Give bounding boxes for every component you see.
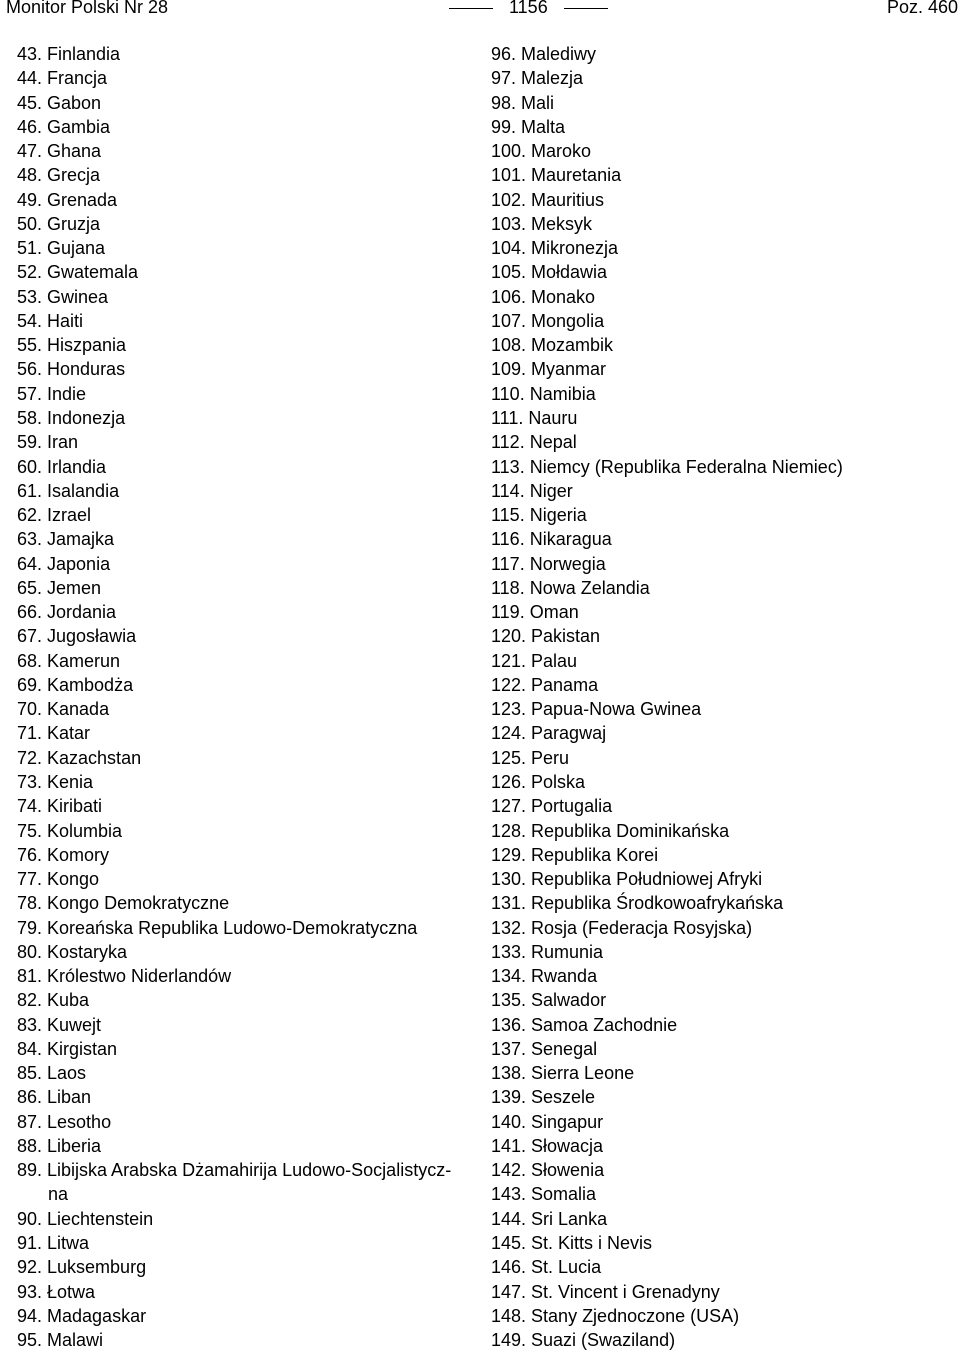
list-item: 146. St. Lucia xyxy=(491,1257,602,1278)
list-item: 141. Słowacja xyxy=(491,1135,604,1156)
list-item: 45. Gabon xyxy=(17,92,102,113)
list-item: 105. Mołdawia xyxy=(491,262,608,283)
list-item: 147. St. Vincent i Grenadyny xyxy=(491,1281,720,1302)
list-item: 124. Paragwaj xyxy=(491,723,607,744)
list-item: 107. Mongolia xyxy=(491,310,605,331)
list-item: 72. Kazachstan xyxy=(17,747,142,768)
list-item: 137. Senegal xyxy=(491,1038,598,1059)
list-item: 129. Republika Korei xyxy=(491,844,659,865)
list-item: 81. Królestwo Niderlandów xyxy=(17,966,232,987)
list-item: 47. Ghana xyxy=(17,141,102,162)
list-item: 91. Litwa xyxy=(17,1233,90,1254)
list-item: 74. Kiribati xyxy=(17,796,103,817)
list-item: 125. Peru xyxy=(491,747,570,768)
list-item: 99. Malta xyxy=(491,116,566,137)
country-list-left xyxy=(17,42,472,1352)
list-item: 112. Nepal xyxy=(491,432,577,453)
list-item: 114. Niger xyxy=(491,480,573,501)
list-item: 108. Mozambik xyxy=(491,335,614,356)
list-item: 69. Kambodża xyxy=(17,674,134,695)
list-item: 95. Malawi xyxy=(17,1330,104,1351)
country-list-right xyxy=(491,42,951,1352)
list-item: 104. Mikronezja xyxy=(491,238,619,259)
list-item: 75. Kolumbia xyxy=(17,820,123,841)
list-item: 48. Grecja xyxy=(17,165,101,186)
list-item: 73. Kenia xyxy=(17,771,94,792)
dash-right xyxy=(564,8,608,9)
list-item: 67. Jugosławia xyxy=(17,626,137,647)
list-item: 54. Haiti xyxy=(17,310,84,331)
list-item: 70. Kanada xyxy=(17,699,110,720)
list-item: 97. Malezja xyxy=(491,68,584,89)
list-item: 49. Grenada xyxy=(17,189,118,210)
list-item: 138. Sierra Leone xyxy=(491,1063,635,1084)
list-item: 119. Oman xyxy=(491,602,579,623)
list-item: 61. Isalandia xyxy=(17,480,120,501)
list-item: 128. Republika Dominikańska xyxy=(491,820,730,841)
list-item: 140. Singapur xyxy=(491,1111,604,1132)
list-item: 111. Nauru xyxy=(491,407,578,428)
list-item: 56. Honduras xyxy=(17,359,126,380)
list-item: 55. Hiszpania xyxy=(17,335,127,356)
list-item: 57. Indie xyxy=(17,383,87,404)
list-item: 43. Finlandia xyxy=(17,44,121,64)
list-item: 62. Izrael xyxy=(17,505,92,526)
list-item: 144. Sri Lanka xyxy=(491,1208,608,1229)
list-item: 88. Liberia xyxy=(17,1135,102,1156)
list-item: 51. Gujana xyxy=(17,238,106,259)
list-item: 149. Suazi (Swaziland) xyxy=(491,1330,676,1351)
list-item: 52. Gwatemala xyxy=(17,262,139,283)
list-item: 132. Rosja (Federacja Rosyjska) xyxy=(491,917,753,938)
list-item: 46. Gambia xyxy=(17,116,111,137)
list-item: 134. Rwanda xyxy=(491,966,598,987)
list-item: 86. Liban xyxy=(17,1087,92,1108)
list-item: 121. Palau xyxy=(491,650,578,671)
list-item: 103. Meksyk xyxy=(491,213,593,234)
list-item: 90. Liechtenstein xyxy=(17,1208,154,1229)
list-item: 102. Mauritius xyxy=(491,189,605,210)
dash-left xyxy=(449,8,493,9)
list-item: 106. Monako xyxy=(491,286,596,307)
list-item: 53. Gwinea xyxy=(17,286,109,307)
page-header xyxy=(0,0,960,22)
list-item: 135. Salwador xyxy=(491,990,607,1011)
list-item: 65. Jemen xyxy=(17,577,102,598)
list-item: 110. Namibia xyxy=(491,383,596,404)
list-item: 66. Jordania xyxy=(17,602,117,623)
list-item: 116. Nikaragua xyxy=(491,529,612,550)
list-item: 145. St. Kitts i Nevis xyxy=(491,1233,653,1254)
list-item: 113. Niemcy (Republika Federalna Niemiec) xyxy=(491,456,843,477)
list-item: 94. Madagaskar xyxy=(17,1305,147,1326)
list-item: 68. Kamerun xyxy=(17,650,121,671)
position-number: Poz. 460 xyxy=(886,0,958,17)
list-item: 131. Republika Środkowoafrykańska xyxy=(491,893,784,914)
list-item: 83. Kuwejt xyxy=(17,1014,102,1035)
list-item: 76. Komory xyxy=(17,844,110,865)
list-item: 77. Kongo xyxy=(17,869,100,890)
list-item: 109. Myanmar xyxy=(491,359,607,380)
publication-title: Monitor Polski Nr 28 xyxy=(6,0,169,17)
list-item: 89. Libijska Arabska Dżamahirija Ludowo-Socjalistycz- xyxy=(17,1160,452,1181)
list-item: 63. Jamajka xyxy=(17,529,115,550)
list-item: 139. Seszele xyxy=(491,1087,596,1108)
list-item: 71. Katar xyxy=(17,723,91,744)
list-item: 143. Somalia xyxy=(491,1184,597,1205)
list-item: 80. Kostaryka xyxy=(17,941,128,962)
list-item: 126. Polska xyxy=(491,771,586,792)
list-item: 148. Stany Zjednoczone (USA) xyxy=(491,1305,740,1326)
list-item: 123. Papua-Nowa Gwinea xyxy=(491,699,702,720)
list-item: 79. Koreańska Republika Ludowo-Demokratyczna xyxy=(17,917,418,938)
list-item: 93. Łotwa xyxy=(17,1281,96,1302)
list-item: 60. Irlandia xyxy=(17,456,107,477)
list-item: 84. Kirgistan xyxy=(17,1038,118,1059)
list-item: 101. Mauretania xyxy=(491,165,622,186)
list-item: 120. Pakistan xyxy=(491,626,601,647)
list-item: 64. Japonia xyxy=(17,553,111,574)
list-item: 122. Panama xyxy=(491,674,599,695)
list-item: 100. Maroko xyxy=(491,141,592,162)
list-item: 96. Malediwy xyxy=(491,44,597,64)
list-item: 50. Gruzja xyxy=(17,213,101,234)
list-item: 58. Indonezja xyxy=(17,407,126,428)
list-item: 87. Lesotho xyxy=(17,1111,112,1132)
list-item: 130. Republika Południowej Afryki xyxy=(491,869,763,890)
list-item: 136. Samoa Zachodnie xyxy=(491,1014,678,1035)
list-item: 82. Kuba xyxy=(17,990,90,1011)
page-number xyxy=(433,0,624,16)
list-item: 59. Iran xyxy=(17,432,79,453)
list-item: 98. Mali xyxy=(491,92,555,113)
list-item: 142. Słowenia xyxy=(491,1160,605,1181)
list-item: 127. Portugalia xyxy=(491,796,613,817)
list-item: 92. Luksemburg xyxy=(17,1257,147,1278)
list-item: 44. Francja xyxy=(17,68,108,89)
list-item: 115. Nigeria xyxy=(491,505,587,526)
list-item: 78. Kongo Demokratyczne xyxy=(17,893,230,914)
list-item: 117. Norwegia xyxy=(491,553,606,574)
list-item: 133. Rumunia xyxy=(491,941,604,962)
list-item: 85. Laos xyxy=(17,1063,87,1084)
list-item-continuation: na xyxy=(48,1184,69,1205)
page-number-text: 1156 xyxy=(509,0,548,17)
list-item: 118. Nowa Zelandia xyxy=(491,577,650,598)
